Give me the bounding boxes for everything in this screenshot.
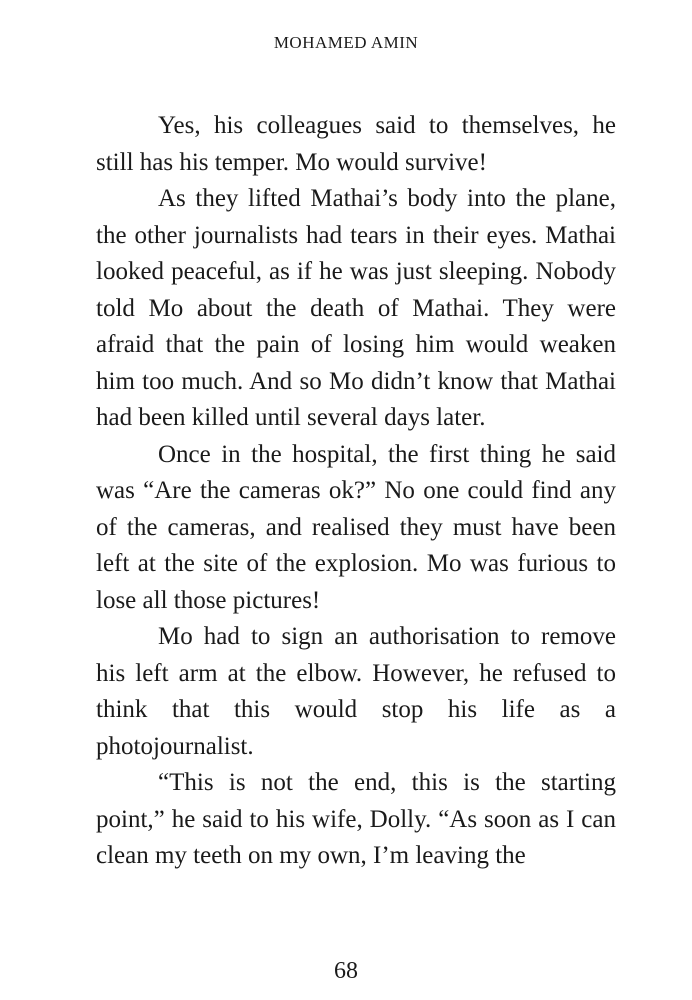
paragraph: “This is not the end, this is the starting point,” he said to his wife, Dolly. “As soon as I can clean my teeth on my own, I’m leaving the — [96, 769, 616, 869]
running-header: MOHAMED AMIN — [273, 33, 419, 52]
page-number: 68 — [334, 958, 358, 984]
paragraph: Mo had to sign an authorisation to remove his left arm at the elbow. However, he refused to think that this would stop his life as a photojournalist. — [96, 623, 616, 760]
paragraph: As they lifted Mathai’s body into the plane, the other journalists had tears in their eyes. Mathai looked peaceful, as if he was just sleeping. Nobody told Mo about the death of Mathai. They were afraid that the pain of losing him would weaken him too much. And so Mo didn’t know that Mathai had been killed until several days later. — [96, 185, 616, 431]
paragraph: Once in the hospital, the first thing he said was “Are the cameras ok?” No one could find any of the cameras, and realised they must have been left at the site of the explosion. Mo was furious to lose all those pictures! — [96, 440, 616, 614]
paragraph: Yes, his colleagues said to themselves, he still has his temper. Mo would survive! — [96, 112, 616, 176]
body-text — [96, 108, 616, 875]
